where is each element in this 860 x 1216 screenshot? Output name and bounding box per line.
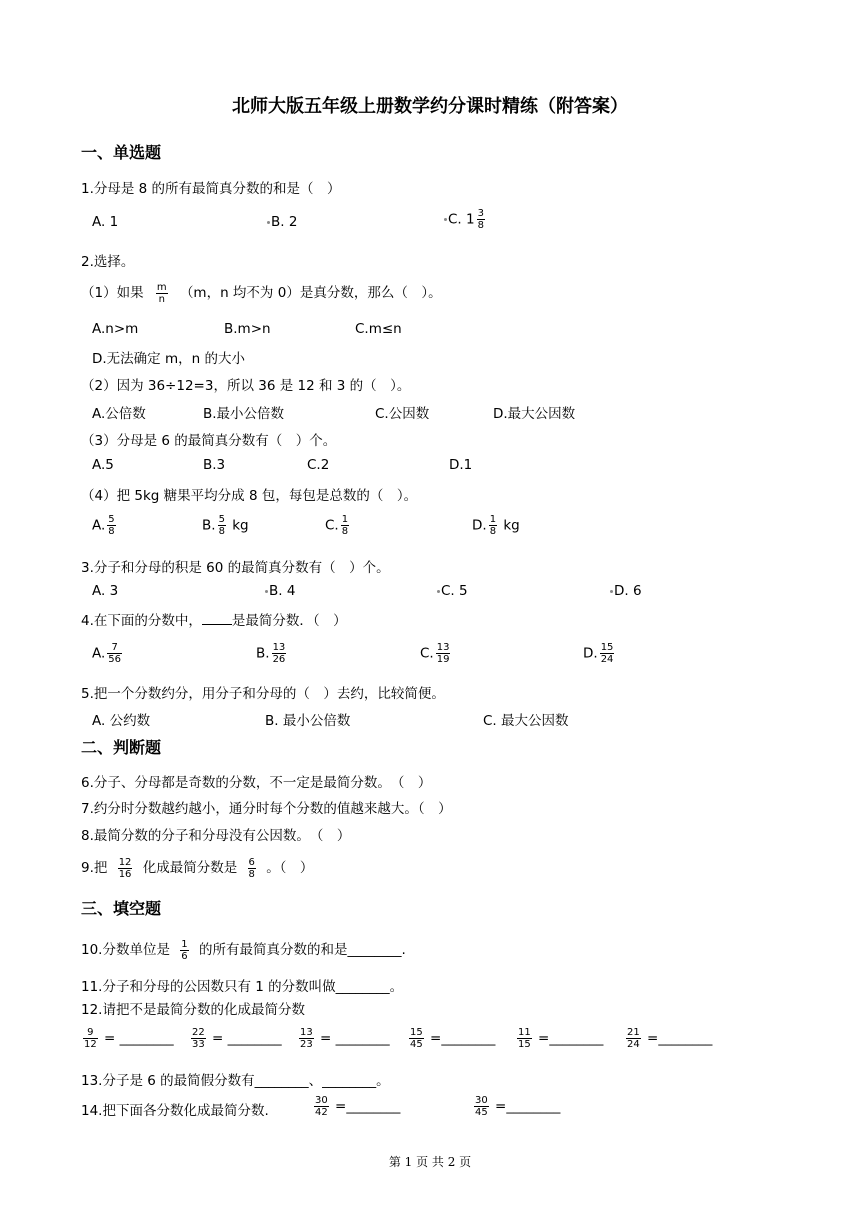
q2-2-option-d: D.最大公因数 (493, 406, 576, 422)
q2-2-option-c: C.公因数 (375, 406, 430, 422)
q12-item-2: $\frac{22}{33}$ = ________ (192, 1027, 282, 1050)
q2-part-4: （4）把 5kg 糖果平均分成 8 包，每包是总数的（ ）。 (81, 488, 418, 504)
q5-option-b: B. 最小公倍数 (265, 713, 351, 729)
section-heading-true-false: 二、判断题 (81, 738, 162, 757)
q2-part-3: （3）分母是 6 的最简真分数有（ ）个。 (81, 433, 337, 449)
fraction: $\frac{13}{19}$ (436, 642, 450, 665)
fraction: $\frac{6}{8}$ (248, 856, 255, 880)
q12-item-5: $\frac{11}{15}$ =________ (518, 1027, 604, 1050)
q1-option-b: B. 2 (267, 214, 297, 230)
q12-item-1: $\frac{9}{12}$ = ________ (84, 1027, 174, 1050)
fraction: $\frac{15}{45}$ (410, 1027, 423, 1050)
fraction: $\frac{22}{33}$ (192, 1027, 205, 1050)
q2-3-option-c: C.2 (307, 457, 330, 473)
question-2: 2.选择。 (81, 254, 135, 270)
q5-option-c: C. 最大公因数 (483, 713, 569, 729)
fraction: $\frac{1}{8}$ (341, 514, 349, 537)
question-11: 11.分子和分母的公因数只有 1 的分数叫做________。 (81, 979, 404, 995)
fraction: $\frac{9}{12}$ (84, 1027, 97, 1050)
q14-item-1: $\frac{30}{42}$ =________ (315, 1095, 401, 1118)
fraction: $\frac{12}{16}$ (118, 856, 132, 880)
fraction: $\frac{1}{8}$ (489, 514, 497, 537)
section-heading-single-choice: 一、单选题 (81, 143, 162, 162)
q3-option-c: C. 5 (437, 583, 468, 599)
fraction: $\frac{11}{15}$ (518, 1027, 531, 1050)
question-3: 3.分子和分母的积是 60 的最简真分数有（ ）个。 (81, 560, 390, 576)
q1-option-c: C. 1 $\frac{3}{8}$ (444, 208, 487, 231)
q2-part-2: （2）因为 36÷12=3，所以 36 是 12 和 3 的（ ）。 (81, 378, 411, 394)
q3-option-b: B. 4 (265, 583, 295, 599)
fraction: $\frac{15}{24}$ (600, 642, 614, 665)
question-5: 5.把一个分数约分，用分子和分母的（ ）去约，比较简便。 (81, 686, 445, 702)
question-6: 6.分子、分母都是奇数的分数，不一定是最简分数。 （ ） (81, 775, 432, 791)
fraction: $\frac{7}{56}$ (108, 642, 122, 665)
q2-3-option-d: D.1 (449, 457, 473, 473)
q12-item-6: $\frac{21}{24}$ =________ (627, 1027, 713, 1050)
fraction: $\frac{5}{8}$ (108, 514, 115, 537)
fraction: $\frac{30}{42}$ (315, 1095, 328, 1118)
question-8: 8.最简分数的分子和分母没有公因数。 （ ） (81, 828, 351, 844)
q5-option-a: A. 公约数 (92, 713, 151, 729)
fraction: $\frac{13}{23}$ (300, 1027, 313, 1050)
q2-2-option-a: A.公倍数 (92, 406, 146, 422)
fraction: $\frac{21}{24}$ (627, 1027, 640, 1050)
q3-option-d: D. 6 (610, 583, 642, 599)
question-1: 1.分母是 8 的所有最简真分数的和是（ ） (81, 181, 341, 197)
q2-1-option-c: C.m≤n (355, 321, 402, 337)
q4-option-b: B. $\frac{13}{26}$ (256, 642, 286, 665)
question-4: 4.在下面的分数中， 是最简分数．（ ） (81, 613, 347, 629)
fraction: $\frac{1}{6}$ (181, 938, 188, 962)
q2-4-option-c: C. $\frac{1}{8}$ (325, 514, 349, 537)
question-10: 10.分数单位是 $\frac{1}{6}$ 的所有最简真分数的和是________. (81, 938, 406, 962)
q2-4-option-a: A. $\frac{5}{8}$ (92, 514, 115, 537)
fraction: $\frac{30}{45}$ (475, 1095, 488, 1118)
q2-4-option-b: B. $\frac{5}{8}$ kg (202, 514, 249, 537)
q12-item-3: $\frac{13}{23}$ = ________ (300, 1027, 390, 1050)
question-9: 9.把 $\frac{12}{16}$ 化成最简分数是 $\frac{6}{8}$ 。（ ） (81, 856, 314, 880)
page-footer: 第 1 页 共 2 页 (388, 1155, 472, 1169)
q2-1-option-b: B.m>n (224, 321, 271, 337)
question-7: 7.约分时分数越约越小，通分时每个分数的值越来越大。（ ） (81, 801, 452, 817)
fraction: $\frac{3}{8}$ (477, 208, 484, 231)
q1-option-a: A. 1 (92, 214, 119, 230)
q2-1-option-a: A.n>m (92, 321, 139, 337)
fraction: $\frac{5}{8}$ (218, 514, 225, 537)
q12-item-4: $\frac{15}{45}$ =________ (410, 1027, 496, 1050)
question-14: 14.把下面各分数化成最简分数. (81, 1103, 269, 1119)
q2-1-option-d: D.无法确定 m，n 的大小 (92, 351, 245, 367)
fraction: $\frac{13}{26}$ (272, 642, 286, 665)
fraction: $\frac{m}{n}$ (156, 281, 167, 305)
question-12: 12.请把不是最简分数的化成最简分数 (81, 1002, 305, 1018)
q2-2-option-b: B.最小公倍数 (203, 406, 285, 422)
q2-3-option-b: B.3 (203, 457, 226, 473)
q4-option-a: A. $\frac{7}{56}$ (92, 642, 122, 665)
q2-part-1: （1）如果 $\frac{m}{n}$ （m，n 均不为 0）是真分数，那么（ ）。 (81, 281, 442, 305)
q2-3-option-a: A.5 (92, 457, 114, 473)
page-title: 北师大版五年级上册数学约分课时精练（附答案） (232, 96, 628, 117)
section-heading-fill-blank: 三、填空题 (81, 899, 162, 918)
q14-item-2: $\frac{30}{45}$ =________ (475, 1095, 561, 1118)
q2-4-option-d: D. $\frac{1}{8}$ kg (472, 514, 520, 537)
q4-option-d: D. $\frac{15}{24}$ (583, 642, 614, 665)
question-13: 13.分子是 6 的最简假分数有________、________。 (81, 1073, 390, 1089)
q3-option-a: A. 3 (92, 583, 119, 599)
q4-option-c: C. $\frac{13}{19}$ (420, 642, 450, 665)
